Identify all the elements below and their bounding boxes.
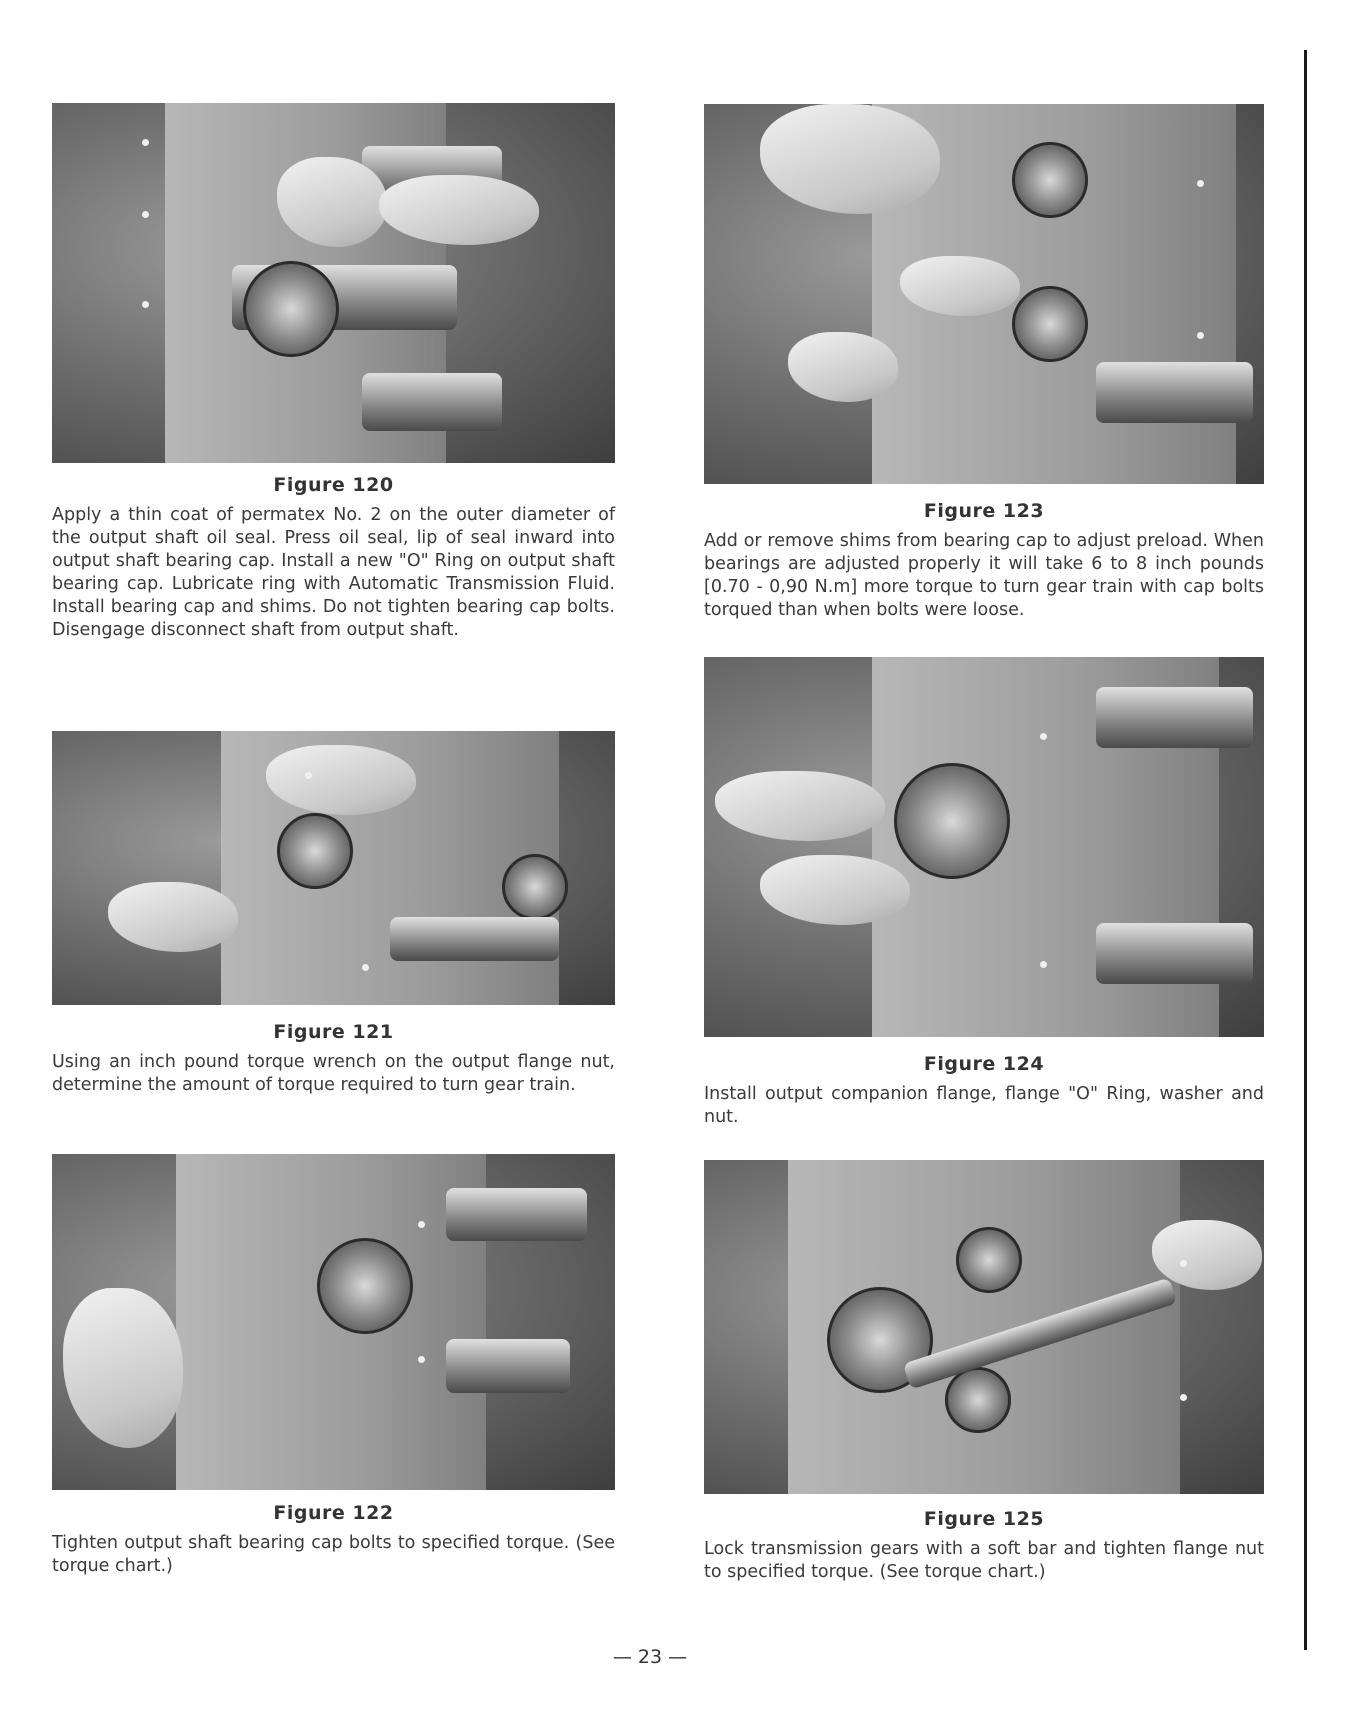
figure-125-caption: Lock transmission gears with a soft bar and tighten flange nut to specified torque. (See torque chart.)	[704, 1539, 1264, 1582]
figure-123-title: Figure 123	[923, 500, 1045, 522]
figure-122-photo	[52, 1154, 615, 1490]
figure-124-photo	[704, 657, 1264, 1037]
figure-121-caption: Using an inch pound torque wrench on the output flange nut, determine the amount of torque required to turn gear train.	[52, 1052, 615, 1095]
figure-125-title: Figure 125	[923, 1508, 1045, 1530]
figure-124-title: Figure 124	[923, 1053, 1045, 1075]
page-edge-rule	[1304, 50, 1307, 1650]
figure-120-title: Figure 120	[273, 474, 394, 496]
figure-121-title: Figure 121	[273, 1021, 394, 1043]
figure-120-caption: Apply a thin coat of permatex No. 2 on the outer diameter of the output shaft oil seal. Press oil seal, lip of seal inward into output shaft bearing cap. Install a new "O" Ring on output shaft bearing cap. Lubricate ring with Automatic Transmission Fluid. Install bearing cap and shims. Do not tighten bearing cap bolts. Disengage disconnect shaft from output shaft.	[52, 505, 615, 640]
figure-121-photo	[52, 731, 615, 1005]
figure-122-caption: Tighten output shaft bearing cap bolts to specified torque. (See torque chart.)	[52, 1533, 615, 1576]
figure-120-photo	[52, 103, 615, 463]
page-number: — 23 —	[612, 1646, 688, 1668]
figure-125-photo	[704, 1160, 1264, 1494]
figure-123-photo	[704, 104, 1264, 484]
figure-124-caption: Install output companion flange, flange "O" Ring, washer and nut.	[704, 1084, 1264, 1127]
figure-123-caption: Add or remove shims from bearing cap to adjust preload. When bearings are adjusted properly it will take 6 to 8 inch pounds [0.70 - 0,90 N.m] more torque to turn gear train with cap bolts torqued than when bolts were loose.	[704, 531, 1264, 620]
figure-122-title: Figure 122	[273, 1502, 394, 1524]
